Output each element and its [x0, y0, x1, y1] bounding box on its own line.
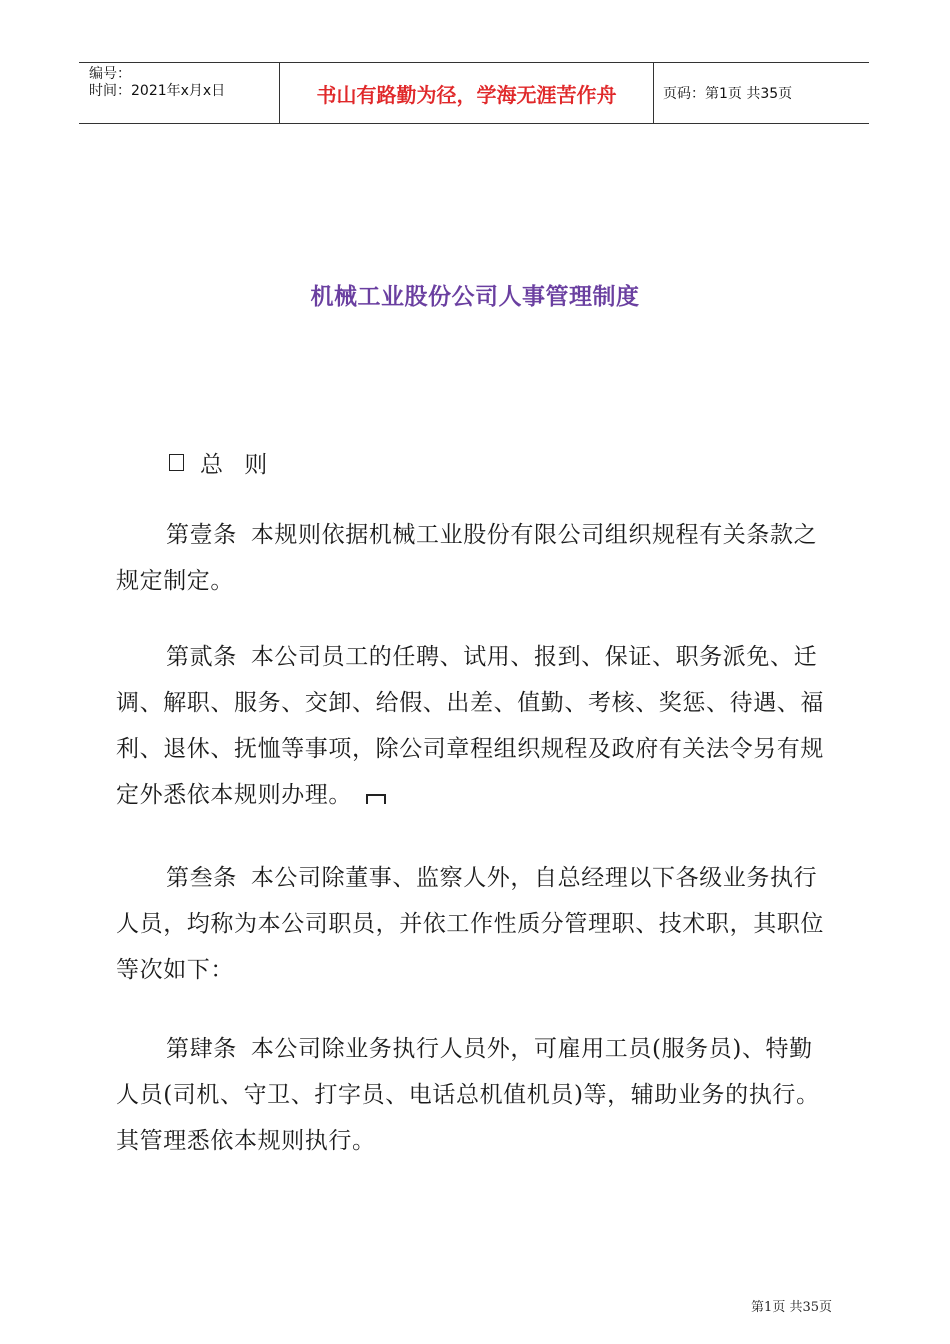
article-2 — [116, 634, 836, 818]
document-title: 机械工业股份公司人事管理制度 — [310, 284, 640, 310]
page-footer: 第1页 共35页 — [751, 1300, 832, 1315]
article-3 — [116, 855, 836, 993]
article-label: 第贰条 — [166, 644, 237, 670]
page-header — [79, 62, 869, 124]
number-label: 编号： — [89, 66, 131, 82]
header-meta — [79, 63, 280, 123]
section-heading — [169, 446, 274, 479]
header-motto: 书山有路勤为径，学海无涯苦作舟 — [280, 63, 654, 123]
article-label: 第壹条 — [166, 522, 237, 548]
header-page-info: 页码：第1页 共35页 — [663, 86, 793, 102]
section-heading-text: 总 则 — [200, 452, 275, 478]
article-4 — [116, 1026, 836, 1164]
article-label: 第叁条 — [166, 865, 237, 891]
bracket-mark-icon — [366, 794, 386, 804]
article-label: 第肆条 — [166, 1036, 237, 1062]
article-1 — [116, 512, 836, 604]
article-text: 本公司员工的任聘、试用、报到、保证、职务派免、迁调、解职、服务、交卸、给假、出差、值勤、考核、奖惩、待遇、福利、退休、抚恤等事项，除公司章程组织规程及政府有关法令另有规定外悉依本规则办理。 — [116, 644, 824, 808]
article-text: 本公司除业务执行人员外，可雇用工员(服务员)、特勤人员(司机、守卫、打字员、电话总机值机员)等，辅助业务的执行。其管理悉依本规则执行。 — [116, 1036, 820, 1154]
article-text: 本公司除董事、监察人外，自总经理以下各级业务执行人员，均称为本公司职员，并依工作性质分管理职、技术职，其职位等次如下： — [116, 865, 824, 983]
date-label: 时间：2021年x月x日 — [89, 83, 226, 99]
checkbox-icon — [169, 454, 184, 471]
article-text: 本规则依据机械工业股份有限公司组织规程有关条款之规定制定。 — [116, 522, 818, 594]
